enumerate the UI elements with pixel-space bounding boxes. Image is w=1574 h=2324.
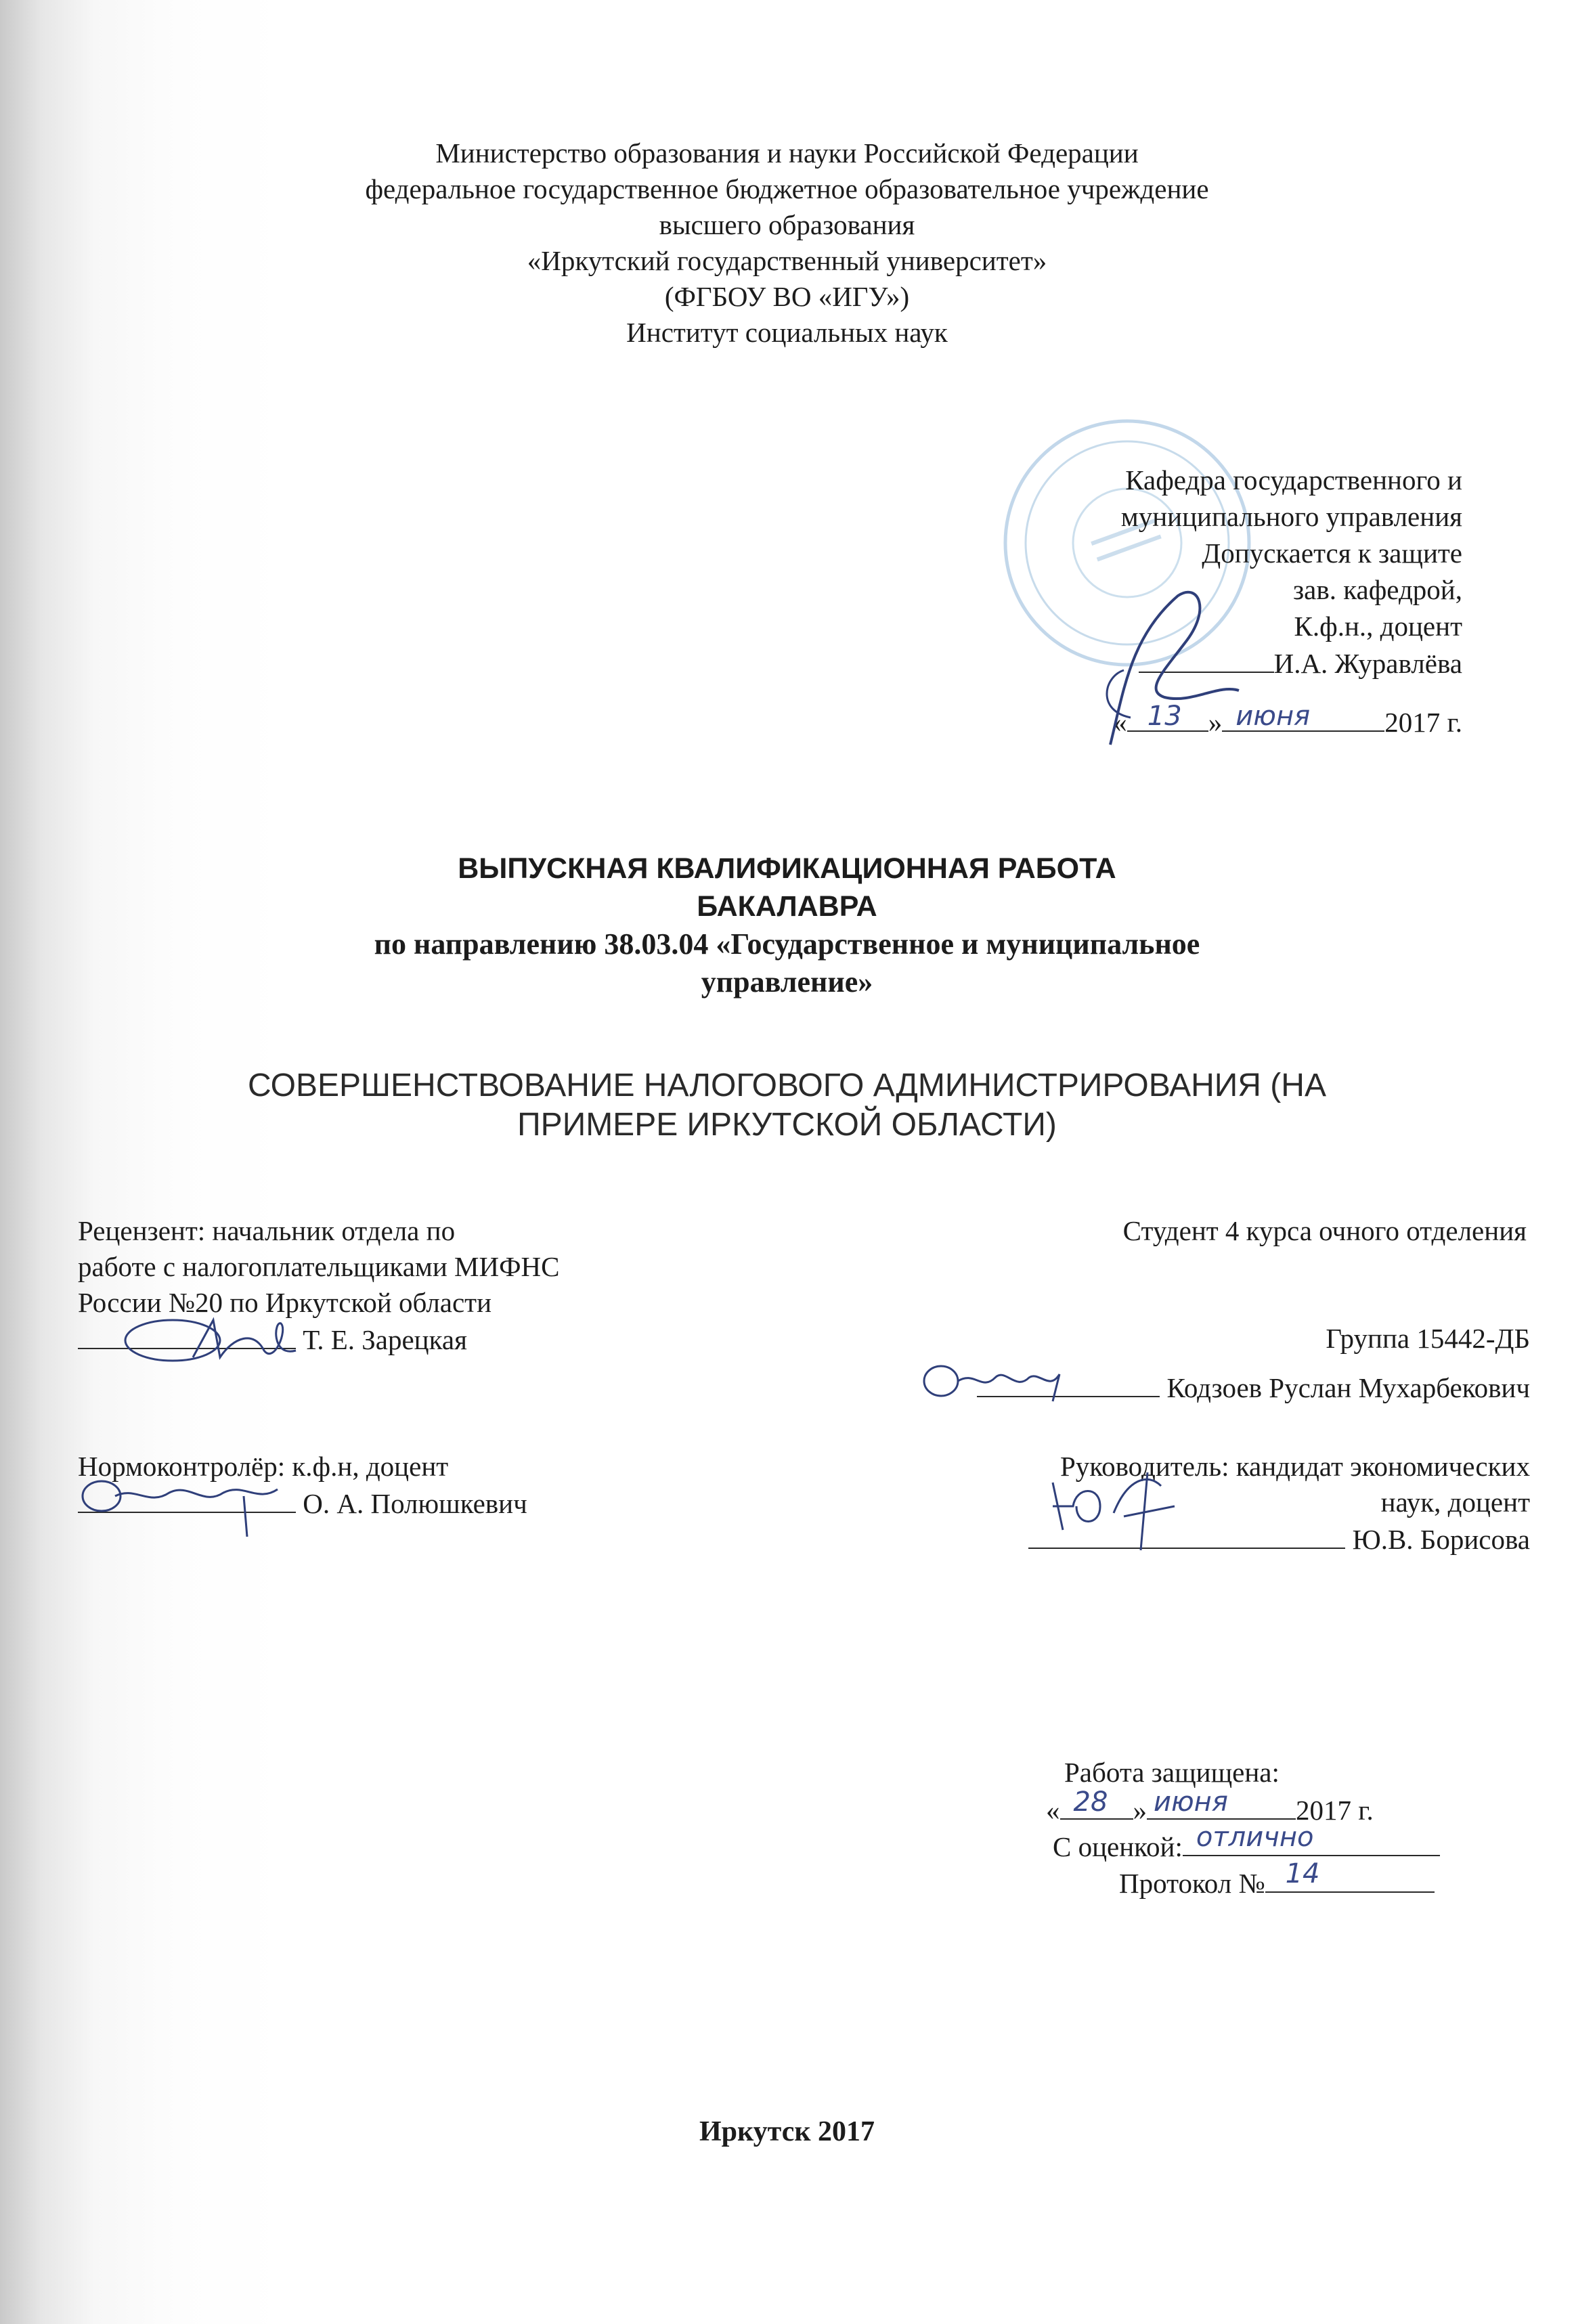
grade-blank xyxy=(1183,1822,1440,1856)
institution-type-line: федеральное государственное бюджетное образовательное учреждение xyxy=(365,173,1209,204)
protocol-line xyxy=(1119,1858,1435,1902)
reviewer-position-2: работе с налогоплательщиками МИФНС xyxy=(78,1251,560,1282)
university-name-line: «Иркутский государственный университет» xyxy=(527,245,1047,276)
protocol-label: Протокол № xyxy=(1119,1868,1265,1899)
supervisor-name: Ю.В. Борисова xyxy=(1352,1524,1530,1555)
defense-day-hand: 28 xyxy=(1073,1786,1108,1818)
defense-date-line: « 28 » июня 2017 г. xyxy=(1046,1791,1374,1828)
supervisor-position-2: наук, доцент xyxy=(1380,1487,1530,1518)
normcontrol-name: О. А. Полюшкевич xyxy=(303,1488,527,1519)
defense-day-blank xyxy=(1060,1786,1133,1820)
approval-date-line: « 13 » июня 2017 г. xyxy=(1113,703,1462,741)
normcontrol-signature xyxy=(74,1469,291,1543)
direction-line-2: управление» xyxy=(701,965,873,999)
degree-line: БАКАЛАВРА xyxy=(697,890,877,923)
department-line-2: муниципального управления xyxy=(1120,501,1462,532)
approval-year: 2017 г. xyxy=(1384,707,1462,738)
student-signature xyxy=(921,1351,1070,1405)
supervisor-signature xyxy=(1046,1466,1181,1554)
normcontrol-position: Нормоконтролёр: к.ф.н, доцент xyxy=(78,1451,449,1482)
topic-line-1: СОВЕРШЕНСТВОВАНИЕ НАЛОГОВОГО АДМИНИСТРИРОВАНИЯ (НА xyxy=(248,1068,1326,1103)
work-type-line: ВЫПУСКНАЯ КВАЛИФИКАЦИОННАЯ РАБОТА xyxy=(458,852,1116,885)
head-degree-line: К.ф.н., доцент xyxy=(1294,611,1462,642)
grade-line xyxy=(1053,1822,1440,1865)
grade-label: С оценкой: xyxy=(1053,1831,1183,1862)
topic-line-2: ПРИМЕРЕ ИРКУТСКОЙ ОБЛАСТИ) xyxy=(517,1107,1057,1143)
head-position-line: зав. кафедрой, xyxy=(1292,574,1462,605)
university-abbr-line: (ФГБОУ ВО «ИГУ») xyxy=(664,281,910,312)
protocol-hand: 14 xyxy=(1285,1858,1320,1889)
thesis-topic xyxy=(0,1066,1574,1145)
approval-day-hand: 13 xyxy=(1147,701,1182,732)
defense-month-hand: июня xyxy=(1154,1786,1228,1818)
defense-year: 2017 г. xyxy=(1296,1795,1374,1826)
work-title xyxy=(0,850,1574,1001)
head-signature xyxy=(1083,555,1259,751)
institute-line: Институт социальных наук xyxy=(626,317,948,348)
defense-month-blank xyxy=(1147,1786,1296,1820)
head-name: И.А. Журавлёва xyxy=(1273,648,1462,679)
student-group: Группа 15442-ДБ xyxy=(1326,1323,1530,1354)
education-level-line: высшего образования xyxy=(659,209,915,240)
direction-line-1: по направлению 38.03.04 «Государственное и муниципальное xyxy=(374,927,1200,961)
student-name: Кодзоев Руслан Мухарбекович xyxy=(1166,1372,1530,1403)
reviewer-position-3: России №20 по Иркутской области xyxy=(78,1287,492,1318)
department-line-1: Кафедра государственного и xyxy=(1125,464,1462,496)
defense-label: Работа защищена: xyxy=(1064,1757,1280,1788)
supervisor-position-1: Руководитель: кандидат экономических xyxy=(1059,1451,1530,1482)
city-year: Иркутск 2017 xyxy=(699,2116,875,2147)
grade-hand: отлично xyxy=(1196,1822,1314,1853)
institution-header xyxy=(0,135,1574,351)
reviewer-signature xyxy=(118,1310,301,1371)
student-course-line: Студент 4 курса очного отделения xyxy=(1122,1215,1527,1246)
reviewer-position-1: Рецензент: начальник отдела по xyxy=(78,1215,456,1246)
ministry-line: Министерство образования и науки Российской Федерации xyxy=(435,137,1139,169)
admission-line: Допускается к защите xyxy=(1202,538,1462,569)
protocol-blank xyxy=(1265,1858,1435,1893)
reviewer-name: Т. Е. Зарецкая xyxy=(303,1324,467,1355)
approval-month-hand: июня xyxy=(1236,701,1311,732)
